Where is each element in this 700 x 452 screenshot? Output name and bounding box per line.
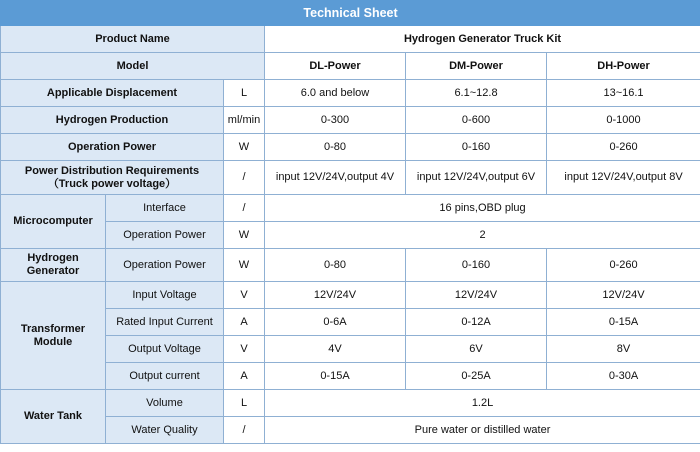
model-dh: DH-Power <box>547 53 700 80</box>
output-current-label: Output current <box>106 363 224 390</box>
rated-input-current-unit: A <box>224 309 265 336</box>
hydrogen-generator-power-dm: 0-160 <box>406 249 547 282</box>
rated-input-current-dm: 0-12A <box>406 309 547 336</box>
hydrogen-generator-power-dh: 0-260 <box>547 249 700 282</box>
row-water-tank-quality <box>1 417 700 444</box>
row-transformer-output-voltage <box>1 336 700 363</box>
rated-input-current-dl: 0-6A <box>265 309 406 336</box>
product-name-value: Hydrogen Generator Truck Kit <box>265 26 700 53</box>
output-voltage-dm: 6V <box>406 336 547 363</box>
operation-power-dh: 0-260 <box>547 134 700 161</box>
output-current-unit: A <box>224 363 265 390</box>
operation-power-dl: 0-80 <box>265 134 406 161</box>
displacement-dm: 6.1~12.8 <box>406 80 547 107</box>
operation-power-dm: 0-160 <box>406 134 547 161</box>
operation-power-label: Operation Power <box>1 134 224 161</box>
row-displacement <box>1 80 700 107</box>
hydrogen-generator-power-label: Operation Power <box>106 249 224 282</box>
microcomputer-interface-value: 16 pins,OBD plug <box>265 195 700 222</box>
input-voltage-label: Input Voltage <box>106 282 224 309</box>
power-distribution-dh: input 12V/24V,output 8V <box>547 161 700 195</box>
rated-input-current-label: Rated Input Current <box>106 309 224 336</box>
hydrogen-generator-label-line2: Generator <box>26 265 80 277</box>
power-distribution-unit: / <box>224 161 265 195</box>
input-voltage-unit: V <box>224 282 265 309</box>
displacement-label: Applicable Displacement <box>1 80 224 107</box>
hydrogen-production-dh: 0-1000 <box>547 107 700 134</box>
hydrogen-generator-power-unit: W <box>224 249 265 282</box>
input-voltage-dm: 12V/24V <box>406 282 547 309</box>
displacement-unit: L <box>224 80 265 107</box>
microcomputer-power-unit: W <box>224 222 265 249</box>
microcomputer-power-label: Operation Power <box>106 222 224 249</box>
water-tank-label: Water Tank <box>1 390 106 444</box>
output-voltage-unit: V <box>224 336 265 363</box>
water-quality-label: Water Quality <box>106 417 224 444</box>
microcomputer-interface-unit: / <box>224 195 265 222</box>
transformer-module-label-line2: Module <box>33 335 73 348</box>
row-transformer-rated-input-current <box>1 309 700 336</box>
row-hydrogen-production <box>1 107 700 134</box>
transformer-module-label-line1: Transformer <box>20 322 86 335</box>
power-distribution-label-line1: Power Distribution Requirements <box>24 164 200 177</box>
input-voltage-dl: 12V/24V <box>265 282 406 309</box>
hydrogen-production-label: Hydrogen Production <box>1 107 224 134</box>
water-tank-volume-label: Volume <box>106 390 224 417</box>
water-tank-volume-value: 1.2L <box>265 390 700 417</box>
row-transformer-output-current <box>1 363 700 390</box>
displacement-dl: 6.0 and below <box>265 80 406 107</box>
row-water-tank-volume <box>1 390 700 417</box>
row-transformer-input-voltage <box>1 282 700 309</box>
microcomputer-power-value: 2 <box>265 222 700 249</box>
row-product-name <box>1 26 700 53</box>
row-power-distribution <box>1 161 700 195</box>
hydrogen-production-dm: 0-600 <box>406 107 547 134</box>
row-hydrogen-generator <box>1 249 700 282</box>
hydrogen-generator-power-dl: 0-80 <box>265 249 406 282</box>
output-current-dl: 0-15A <box>265 363 406 390</box>
row-microcomputer-interface <box>1 195 700 222</box>
displacement-dh: 13~16.1 <box>547 80 700 107</box>
row-model <box>1 53 700 80</box>
operation-power-unit: W <box>224 134 265 161</box>
model-label: Model <box>1 53 265 80</box>
output-current-dh: 0-30A <box>547 363 700 390</box>
hydrogen-generator-label-line1: Hydrogen <box>27 252 79 264</box>
rated-input-current-dh: 0-15A <box>547 309 700 336</box>
transformer-module-label <box>1 282 106 390</box>
row-operation-power <box>1 134 700 161</box>
output-voltage-label: Output Voltage <box>106 336 224 363</box>
input-voltage-dh: 12V/24V <box>547 282 700 309</box>
row-microcomputer-power <box>1 222 700 249</box>
hydrogen-production-unit: ml/min <box>224 107 265 134</box>
water-quality-value: Pure water or distilled water <box>265 417 700 444</box>
water-tank-volume-unit: L <box>224 390 265 417</box>
product-name-label: Product Name <box>1 26 265 53</box>
model-dl: DL-Power <box>265 53 406 80</box>
water-quality-unit: / <box>224 417 265 444</box>
hydrogen-generator-label <box>1 249 106 282</box>
output-voltage-dh: 8V <box>547 336 700 363</box>
power-distribution-label <box>1 161 224 195</box>
microcomputer-interface-label: Interface <box>106 195 224 222</box>
power-distribution-dl: input 12V/24V,output 4V <box>265 161 406 195</box>
power-distribution-dm: input 12V/24V,output 6V <box>406 161 547 195</box>
sheet-title: Technical Sheet <box>1 1 700 26</box>
model-dm: DM-Power <box>406 53 547 80</box>
hydrogen-production-dl: 0-300 <box>265 107 406 134</box>
output-voltage-dl: 4V <box>265 336 406 363</box>
output-current-dm: 0-25A <box>406 363 547 390</box>
power-distribution-label-line2: （Truck power voltage） <box>47 177 177 190</box>
microcomputer-label: Microcomputer <box>1 195 106 249</box>
